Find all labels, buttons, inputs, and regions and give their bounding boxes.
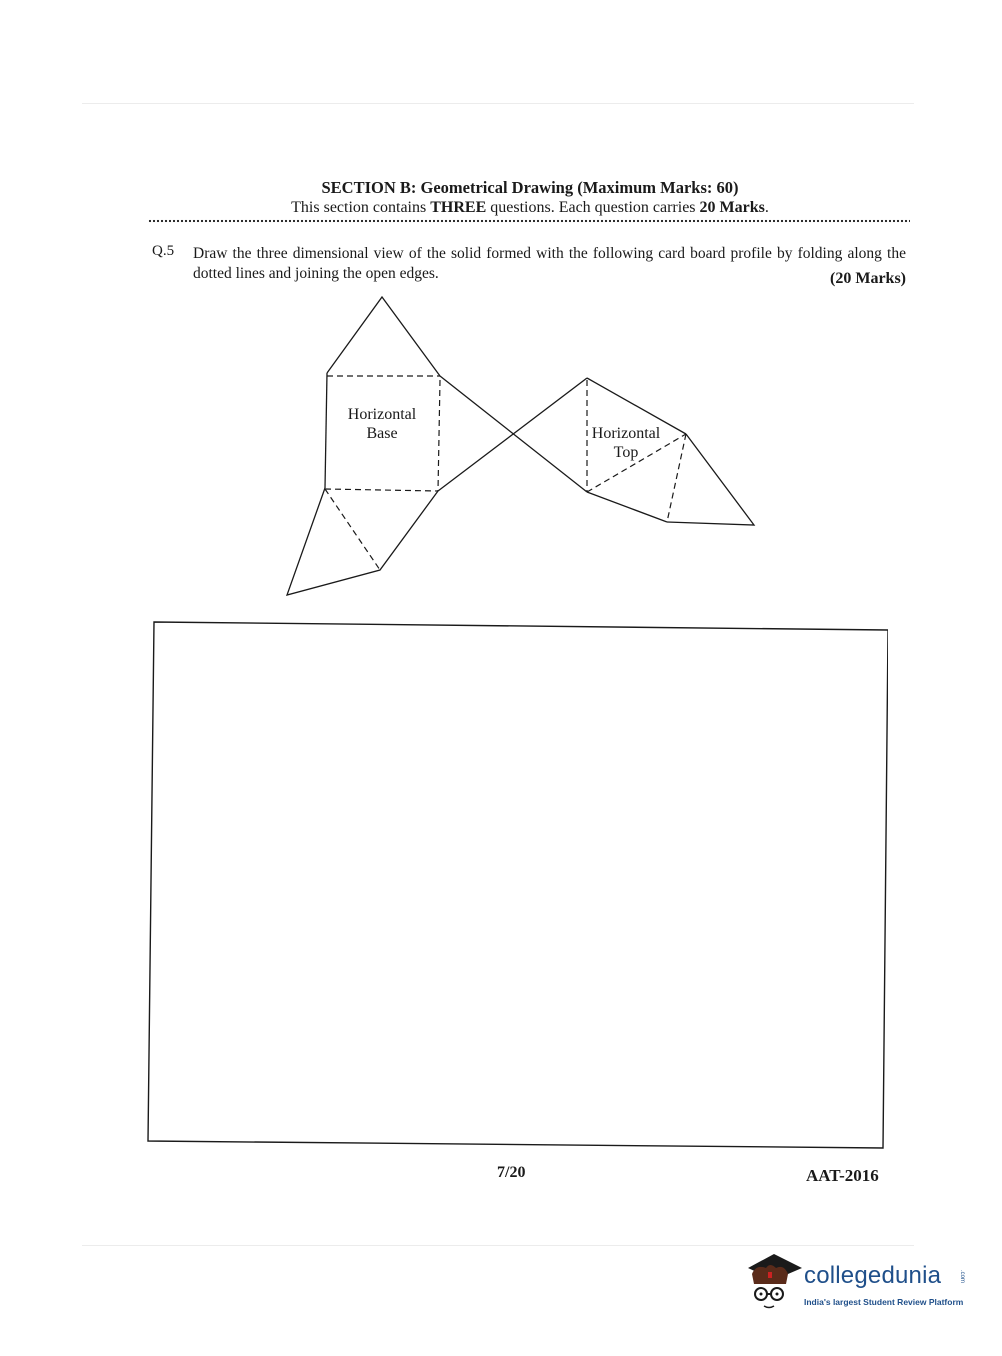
exam-code: AAT-2016 <box>806 1166 879 1185</box>
right-flap <box>667 434 754 525</box>
horizontal-base-label: Horizontal Base <box>347 406 417 442</box>
brand-suffix: .com <box>959 1270 965 1284</box>
fold-line-flap <box>325 489 380 570</box>
section-title: SECTION B: Geometrical Drawing (Maximum Marks: 60) <box>321 178 739 197</box>
collegedunia-watermark <box>744 1250 974 1320</box>
section-intro: This section contains THREE questions. Each question carries 20 Marks. <box>291 199 769 216</box>
fold-line-right <box>438 380 440 491</box>
question-text: Draw the three dimensional view of the solid formed with the following card board profile by folding along the dotted lines and joining the open edges. <box>193 245 906 282</box>
cardboard-net-figure <box>0 0 1002 620</box>
page-number: 7/20 <box>497 1164 526 1181</box>
left-base-edge <box>325 373 327 488</box>
horizontal-top-label: Horizontal Top <box>591 425 661 461</box>
answer-box[interactable] <box>147 621 888 1149</box>
collegedunia-logo-icon <box>744 1250 804 1312</box>
question-number: Q.5 <box>152 243 175 259</box>
brand-name: collegedunia <box>804 1262 942 1289</box>
right-lower-edge <box>587 492 667 522</box>
footer-rule <box>82 1245 914 1246</box>
bottom-flap <box>287 488 438 595</box>
question-marks: (20 Marks) <box>830 270 906 287</box>
fold-line-bottom <box>325 489 438 491</box>
left-top-triangle <box>327 297 440 376</box>
fold-line-flap-right <box>667 434 686 522</box>
brand-tagline: India's largest Student Review Platform <box>804 1297 964 1307</box>
